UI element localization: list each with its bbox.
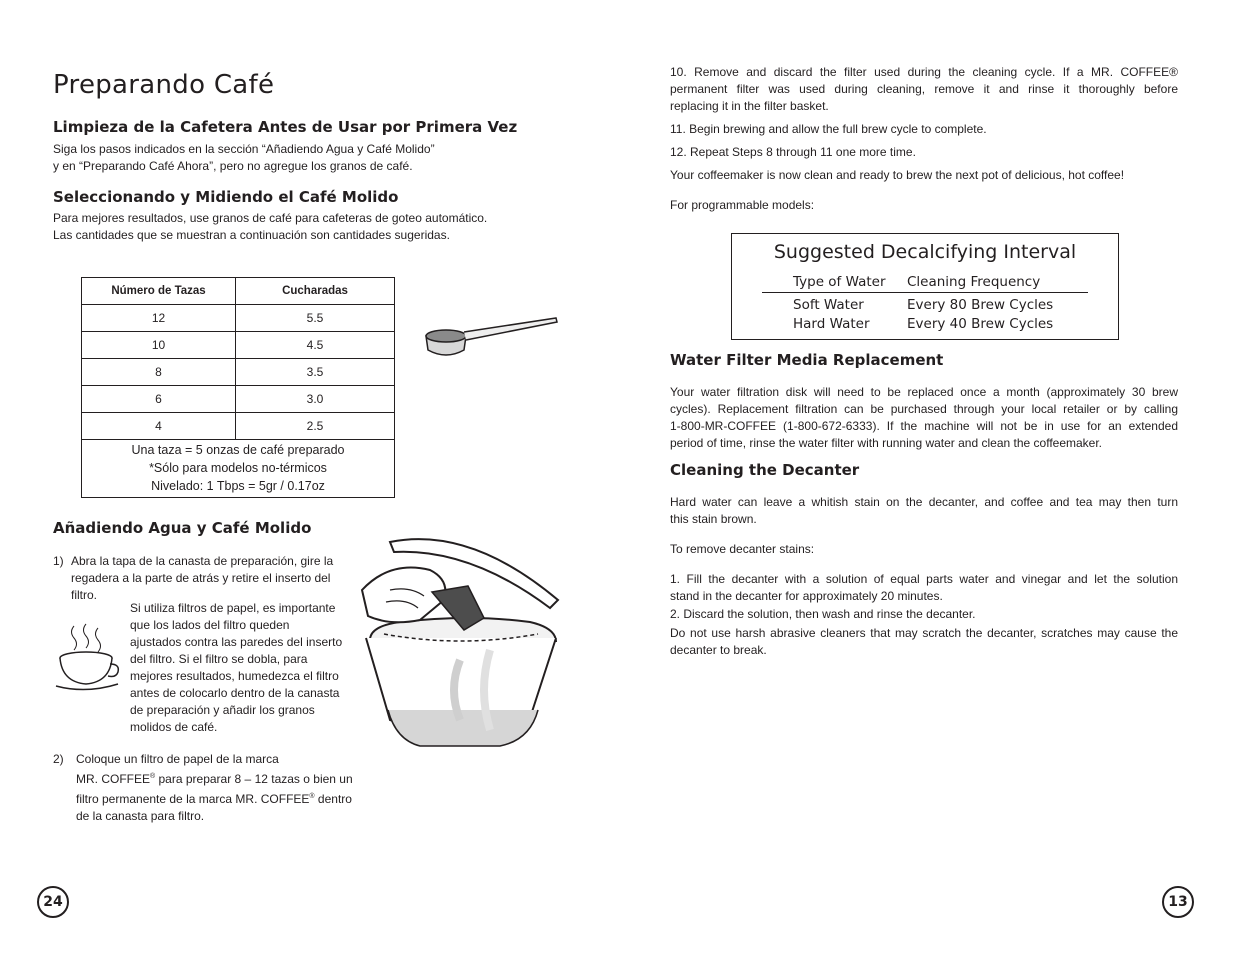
tip-line: mejores resultados, humedezca el filtro (130, 669, 339, 683)
table-cell: 4.5 (236, 332, 395, 359)
step12-text: 12. Repeat Steps 8 through 11 one more time. (670, 145, 916, 159)
table-cell: 4 (82, 413, 236, 440)
tip-line: ajustados contra las paredes del inserto (130, 635, 343, 649)
decal-row-frequency: Every 40 Brew Cycles (907, 316, 1054, 332)
decanter-line: this stain brown. (670, 512, 757, 526)
step1-line: filtro. (71, 588, 98, 602)
decanter-line: Hard water can leave a whitish stain on the decanter, and coffee and tea may then turn (670, 495, 1178, 509)
cleaning-text (53, 141, 435, 175)
table-cell: 3.0 (236, 386, 395, 413)
registered-mark: ® (309, 793, 315, 800)
tip-line: antes de colocarlo dentro de la canasta (130, 686, 340, 700)
decanter-heading: Cleaning the Decanter (670, 461, 860, 479)
remove-step2: 2. Discard the solution, then wash and rinse the decanter. (670, 607, 976, 621)
filter-line: period of time, rinse the water filter with running water and clean the coffeemaker. (670, 436, 1103, 450)
filter-line: Your water filtration disk will need to be replaced once a month (approximately 30 brew (670, 385, 1178, 399)
remove-step1-line: 1. Fill the decanter with a solution of equal parts water and vinegar and let the solution (670, 572, 1178, 586)
table-notes-row (82, 440, 395, 498)
step2-brand: MR. COFFEE (76, 772, 150, 786)
table-row (82, 413, 395, 440)
step2-line (76, 768, 353, 788)
decal-row-frequency: Every 80 Brew Cycles (907, 297, 1054, 313)
step2-text (76, 751, 353, 825)
step10-line: 10. Remove and discard the filter used during the cleaning cycle. If a MR. COFFEE® (670, 65, 1178, 79)
table-cell: 5.5 (236, 305, 395, 332)
measuring-heading: Seleccionando y Midiendo el Café Molido (53, 188, 399, 206)
cleaning-text-line: Siga los pasos indicados en la sección “Añadiendo Agua y Café Molido” (53, 142, 435, 156)
step2-line: de la canasta para filtro. (76, 809, 205, 823)
cleaning-heading: Limpieza de la Cafetera Antes de Usar por Primera Vez (53, 118, 518, 136)
tip-line: Si utiliza filtros de papel, es importante (130, 601, 336, 615)
step1-number: 1) (53, 554, 64, 568)
step2-line: Coloque un filtro de papel de la marca (76, 752, 279, 766)
ready-text: Your coffeemaker is now clean and ready to brew the next pot of delicious, hot coffee! (670, 168, 1125, 182)
warning-line: Do not use harsh abrasive cleaners that may scratch the decanter, scratches may cause the (670, 626, 1178, 640)
registered-mark: ® (150, 773, 156, 780)
brew-basket-illustration (360, 530, 560, 752)
tip-line: que los lados del filtro queden (130, 618, 290, 632)
decal-row-water: Soft Water (793, 297, 864, 313)
warning-text (670, 625, 1178, 659)
step2-line (76, 788, 353, 808)
paper-filter-tip (130, 600, 342, 736)
step11-text: 11. Begin brewing and allow the full brew cycle to complete. (670, 122, 987, 136)
decalcifying-interval-box (731, 233, 1119, 340)
table-cell: 6 (82, 386, 236, 413)
step1-line: Abra la tapa de la canasta de preparación, gire la (71, 554, 334, 568)
left-page (0, 0, 617, 954)
decanter-text (670, 494, 1178, 528)
measuring-text-line: Para mejores resultados, use granos de café para cafeteras de goteo automático. (53, 211, 488, 225)
step1-text (71, 553, 333, 604)
tip-line: del filtro. Si el filtro se dobla, para (130, 652, 308, 666)
coffee-cup-icon (54, 622, 124, 692)
coffee-measure-table (81, 277, 395, 498)
measuring-text (53, 210, 487, 244)
table-note: Nivelado: 1 Tbps = 5gr / 0.17oz (151, 479, 325, 493)
table-header-row (82, 278, 395, 305)
step1-line: regadera a la parte de atrás y retire el inserto del (71, 571, 331, 585)
step2-line-rest: para preparar 8 – 12 tazas o bien un (155, 772, 353, 786)
table-row (82, 305, 395, 332)
right-page (617, 0, 1235, 954)
table-row (82, 332, 395, 359)
step2-number: 2) (53, 752, 64, 766)
adding-water-heading: Añadiendo Agua y Café Molido (53, 519, 312, 537)
step10-text (670, 64, 1178, 115)
tip-line: de preparación y añadir los granos (130, 703, 315, 717)
table-cell: 8 (82, 359, 236, 386)
step2-brand: filtro permanente de la marca MR. COFFEE (76, 792, 310, 806)
filter-line: cycles). Replacement filtration can be purchased through your local retailer or by calling (670, 402, 1178, 416)
decal-col-frequency: Cleaning Frequency (907, 274, 1041, 290)
table-cell: 2.5 (236, 413, 395, 440)
filter-text (670, 384, 1178, 452)
remove-step1-line: stand in the decanter for approximately 20 minutes. (670, 589, 943, 603)
table-row (82, 386, 395, 413)
decal-title: Suggested Decalcifying Interval (773, 241, 1077, 263)
table-cell: 3.5 (236, 359, 395, 386)
table-note: Una taza = 5 onzas de café preparado (131, 443, 345, 457)
page-title: Preparando Café (53, 70, 275, 100)
step10-line: permanent filter was used during cleaning, remove it and rinse it thoroughly before (670, 82, 1178, 96)
cleaning-text-line: y en “Preparando Café Ahora”, pero no agregue los granos de café. (53, 159, 413, 173)
remove-step1 (670, 571, 1178, 605)
remove-stains-intro: To remove decanter stains: (670, 542, 815, 556)
table-cell: 12 (82, 305, 236, 332)
page-number: 24 (37, 886, 69, 918)
table-notes (82, 440, 395, 498)
filter-heading: Water Filter Media Replacement (670, 351, 944, 369)
measuring-text-line: Las cantidades que se muestran a continuación son cantidades sugeridas. (53, 228, 450, 242)
step2-line-rest: dentro (314, 792, 352, 806)
table-header-cups: Número de Tazas (82, 278, 236, 305)
table-row (82, 359, 395, 386)
step10-line: replacing it in the filter basket. (670, 99, 829, 113)
table-cell: 10 (82, 332, 236, 359)
filter-line: 1-800-MR-COFFEE (1-800-672-6333). If the machine will not be in use for an extended (670, 419, 1178, 433)
table-header-spoons: Cucharadas (236, 278, 395, 305)
warning-line: decanter to break. (670, 643, 767, 657)
decal-row-water: Hard Water (793, 316, 870, 332)
tip-line: molidos de café. (130, 720, 218, 734)
table-note: *Sólo para modelos no-térmicos (149, 461, 327, 475)
page-number: 13 (1162, 886, 1194, 918)
decal-divider (762, 292, 1088, 293)
programmable-text: For programmable models: (670, 198, 815, 212)
measuring-scoop-illustration (420, 312, 560, 362)
decal-col-water-type: Type of Water (793, 274, 886, 290)
